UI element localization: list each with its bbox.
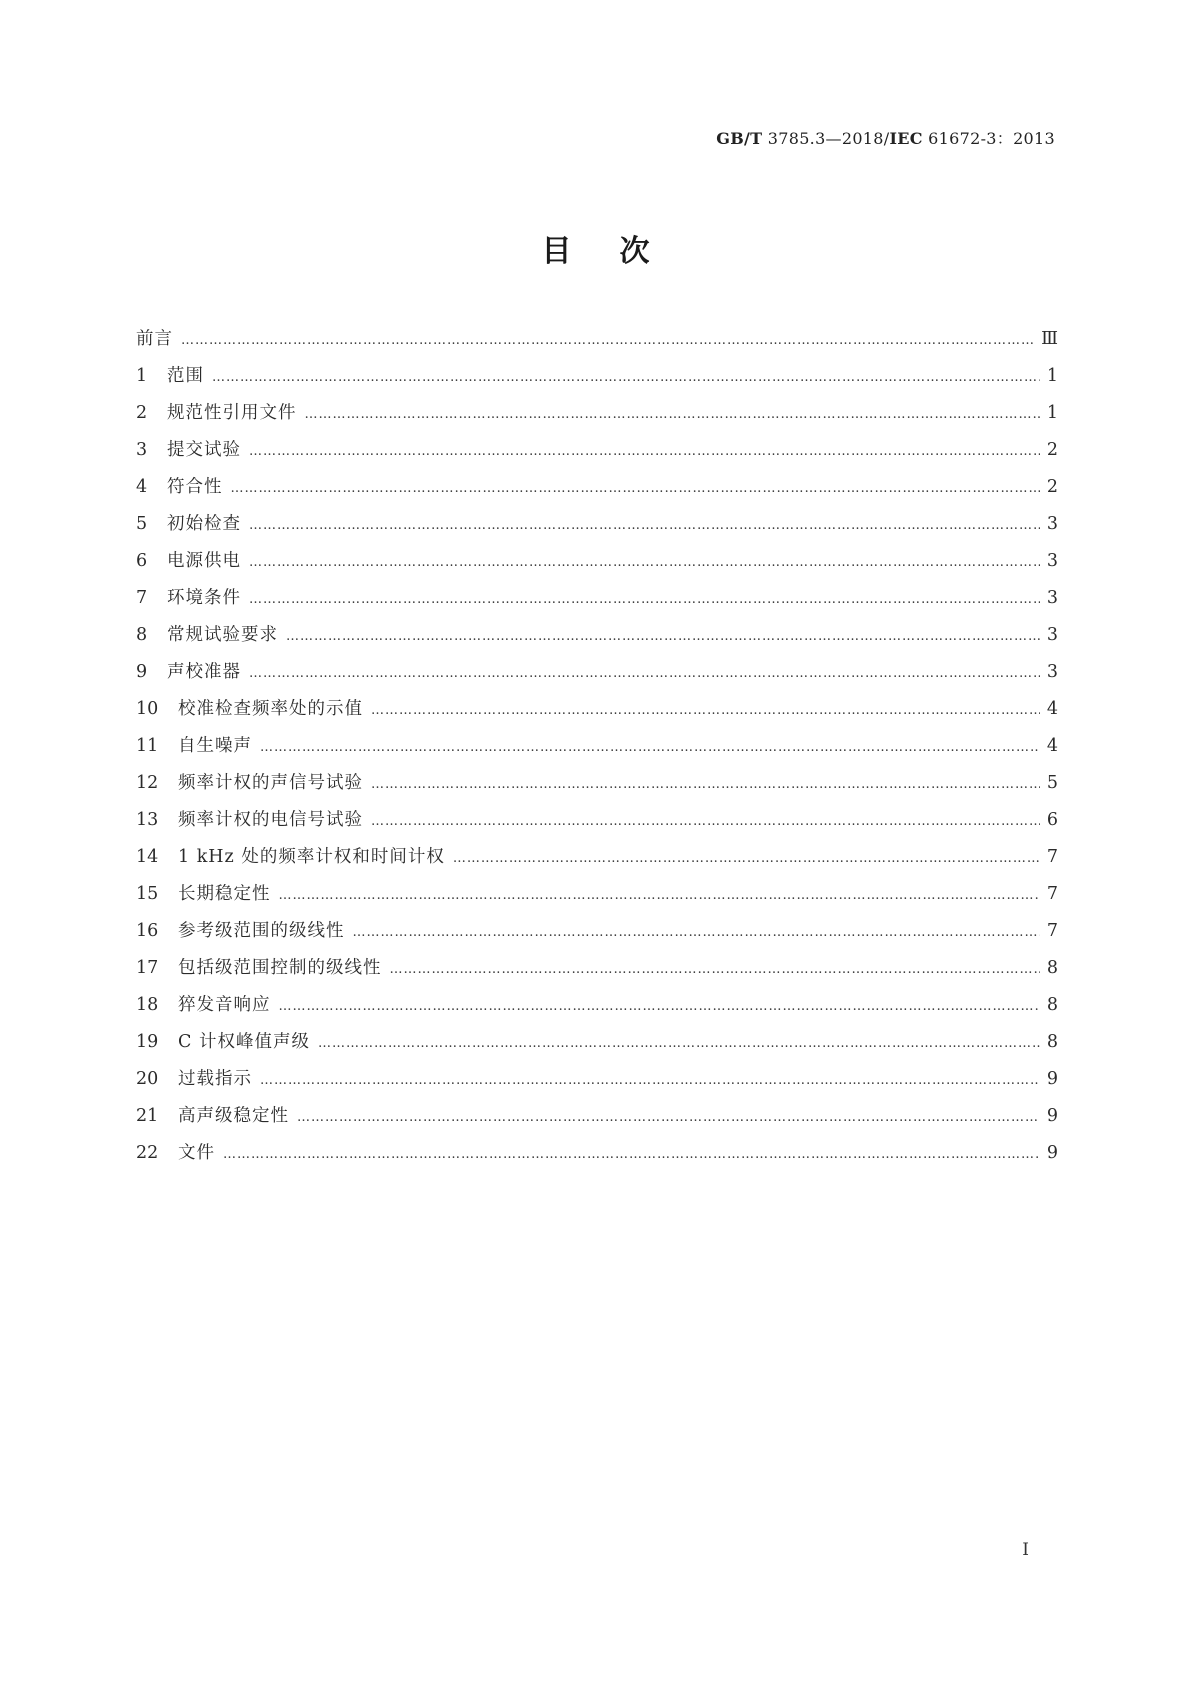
toc-entry[interactable] bbox=[136, 362, 1058, 399]
toc-leader-dots bbox=[371, 777, 1040, 792]
toc-entry[interactable] bbox=[136, 843, 1058, 880]
toc-entry-label: 规范性引用文件 bbox=[167, 403, 297, 423]
toc-entry[interactable] bbox=[136, 658, 1058, 695]
toc-entry-number: 13 bbox=[136, 810, 159, 830]
toc-entry-page: 2 bbox=[1046, 440, 1058, 460]
toc-entry-number: 18 bbox=[136, 995, 159, 1015]
toc-entry-label: 范围 bbox=[167, 366, 204, 386]
toc-entry-page: 9 bbox=[1046, 1106, 1058, 1126]
toc-entry[interactable] bbox=[136, 325, 1058, 362]
toc-leader-dots bbox=[305, 407, 1041, 422]
toc-leader-dots bbox=[231, 481, 1041, 496]
toc-leader-dots bbox=[297, 1110, 1040, 1125]
toc-entry-page: 4 bbox=[1046, 699, 1058, 719]
toc-leader-dots bbox=[249, 555, 1040, 570]
toc-leader-dots bbox=[249, 444, 1040, 459]
page-number: I bbox=[1022, 1540, 1029, 1560]
toc-leader-dots bbox=[249, 518, 1040, 533]
toc-entry[interactable] bbox=[136, 399, 1058, 436]
toc-entry-label: 常规试验要求 bbox=[167, 625, 278, 645]
page-title: 目次 bbox=[541, 234, 698, 269]
standard-number: 3785.3—2018/ bbox=[762, 129, 890, 148]
toc-leader-dots bbox=[223, 1147, 1040, 1162]
toc-entry[interactable] bbox=[136, 1065, 1058, 1102]
toc-entry-number: 11 bbox=[136, 736, 159, 756]
toc-entry-page: 7 bbox=[1046, 921, 1058, 941]
toc-leader-dots bbox=[249, 666, 1040, 681]
toc-entry-page: 3 bbox=[1046, 551, 1058, 571]
toc-entry-page: 2 bbox=[1046, 477, 1058, 497]
toc-entry-number: 9 bbox=[136, 662, 148, 682]
toc-entry-label: 电源供电 bbox=[167, 551, 241, 571]
toc-entry[interactable] bbox=[136, 806, 1058, 843]
toc-entry-label: 1 kHz 处的频率计权和时间计权 bbox=[178, 847, 445, 867]
toc-entry-page: 9 bbox=[1046, 1069, 1058, 1089]
toc-entry-label: 环境条件 bbox=[167, 588, 241, 608]
toc-entry[interactable] bbox=[136, 473, 1058, 510]
toc-leader-dots bbox=[279, 888, 1041, 903]
toc-entry-page: 8 bbox=[1046, 958, 1058, 978]
table-of-contents bbox=[136, 325, 1058, 1176]
toc-leader-dots bbox=[318, 1036, 1040, 1051]
toc-entry-page: 8 bbox=[1046, 1032, 1058, 1052]
toc-entry-label: 声校准器 bbox=[167, 662, 241, 682]
toc-entry-page: 3 bbox=[1046, 588, 1058, 608]
toc-entry[interactable] bbox=[136, 547, 1058, 584]
toc-leader-dots bbox=[453, 851, 1040, 866]
toc-entry-label: C 计权峰值声级 bbox=[178, 1032, 310, 1052]
toc-entry-label: 提交试验 bbox=[167, 440, 241, 460]
toc-leader-dots bbox=[249, 592, 1040, 607]
toc-entry-label: 初始检查 bbox=[167, 514, 241, 534]
toc-entry-label: 高声级稳定性 bbox=[178, 1106, 289, 1126]
toc-leader-dots bbox=[390, 962, 1041, 977]
toc-entry-page: 3 bbox=[1046, 662, 1058, 682]
toc-entry[interactable] bbox=[136, 510, 1058, 547]
toc-entry-label: 频率计权的电信号试验 bbox=[178, 810, 363, 830]
toc-entry[interactable] bbox=[136, 436, 1058, 473]
toc-entry-number: 17 bbox=[136, 958, 159, 978]
toc-entry-page: 1 bbox=[1046, 366, 1058, 386]
toc-entry-label: 包括级范围控制的级线性 bbox=[178, 958, 382, 978]
toc-leader-dots bbox=[371, 814, 1040, 829]
toc-entry[interactable] bbox=[136, 584, 1058, 621]
toc-entry-label: 过载指示 bbox=[178, 1069, 252, 1089]
toc-entry-number: 4 bbox=[136, 477, 148, 497]
toc-entry-page: 7 bbox=[1046, 884, 1058, 904]
toc-entry-page: 4 bbox=[1046, 736, 1058, 756]
toc-entry-number: 6 bbox=[136, 551, 148, 571]
toc-entry[interactable] bbox=[136, 1139, 1058, 1176]
toc-entry-page: Ⅲ bbox=[1041, 329, 1058, 349]
toc-entry-page: 3 bbox=[1046, 625, 1058, 645]
toc-entry[interactable] bbox=[136, 917, 1058, 954]
toc-entry-label: 长期稳定性 bbox=[178, 884, 271, 904]
standard-prefix: GB/T bbox=[716, 129, 763, 148]
toc-entry[interactable] bbox=[136, 732, 1058, 769]
toc-entry-page: 6 bbox=[1046, 810, 1058, 830]
toc-entry[interactable] bbox=[136, 621, 1058, 658]
toc-leader-dots bbox=[212, 370, 1040, 385]
toc-entry-number: 7 bbox=[136, 588, 148, 608]
toc-entry-page: 7 bbox=[1046, 847, 1058, 867]
toc-entry-number: 14 bbox=[136, 847, 159, 867]
toc-leader-dots bbox=[353, 925, 1041, 940]
toc-entry-label: 前言 bbox=[136, 329, 173, 349]
toc-entry-number: 19 bbox=[136, 1032, 159, 1052]
toc-entry-number: 15 bbox=[136, 884, 159, 904]
toc-entry[interactable] bbox=[136, 954, 1058, 991]
toc-entry[interactable] bbox=[136, 769, 1058, 806]
toc-entry-page: 9 bbox=[1046, 1143, 1058, 1163]
toc-entry[interactable] bbox=[136, 695, 1058, 732]
toc-entry-number: 10 bbox=[136, 699, 159, 719]
toc-entry-label: 符合性 bbox=[167, 477, 223, 497]
toc-entry-page: 5 bbox=[1046, 773, 1058, 793]
toc-entry-number: 3 bbox=[136, 440, 148, 460]
toc-entry-label: 猝发音响应 bbox=[178, 995, 271, 1015]
toc-leader-dots bbox=[371, 703, 1040, 718]
toc-entry-number: 12 bbox=[136, 773, 159, 793]
iec-number: 61672-3：2013 bbox=[922, 129, 1055, 148]
toc-entry-page: 3 bbox=[1046, 514, 1058, 534]
toc-entry-number: 20 bbox=[136, 1069, 159, 1089]
toc-entry-label: 校准检查频率处的示值 bbox=[178, 699, 363, 719]
toc-entry[interactable] bbox=[136, 991, 1058, 1028]
toc-entry-label: 文件 bbox=[178, 1143, 215, 1163]
toc-entry-label: 频率计权的声信号试验 bbox=[178, 773, 363, 793]
toc-entry-number: 2 bbox=[136, 403, 148, 423]
toc-entry-number: 5 bbox=[136, 514, 148, 534]
toc-entry-number: 21 bbox=[136, 1106, 159, 1126]
iec-prefix: IEC bbox=[889, 129, 923, 148]
toc-entry-number: 1 bbox=[136, 366, 148, 386]
toc-entry[interactable] bbox=[136, 1102, 1058, 1139]
toc-entry-page: 1 bbox=[1046, 403, 1058, 423]
toc-leader-dots bbox=[260, 1073, 1040, 1088]
toc-entry-label: 参考级范围的级线性 bbox=[178, 921, 345, 941]
toc-leader-dots bbox=[286, 629, 1040, 644]
toc-entry-number: 22 bbox=[136, 1143, 159, 1163]
toc-entry-number: 16 bbox=[136, 921, 159, 941]
toc-leader-dots bbox=[279, 999, 1041, 1014]
toc-leader-dots bbox=[181, 333, 1035, 348]
document-code bbox=[716, 126, 1055, 149]
toc-entry[interactable] bbox=[136, 1028, 1058, 1065]
toc-entry-number: 8 bbox=[136, 625, 148, 645]
toc-entry[interactable] bbox=[136, 880, 1058, 917]
toc-entry-page: 8 bbox=[1046, 995, 1058, 1015]
toc-leader-dots bbox=[260, 740, 1040, 755]
toc-entry-label: 自生噪声 bbox=[178, 736, 252, 756]
